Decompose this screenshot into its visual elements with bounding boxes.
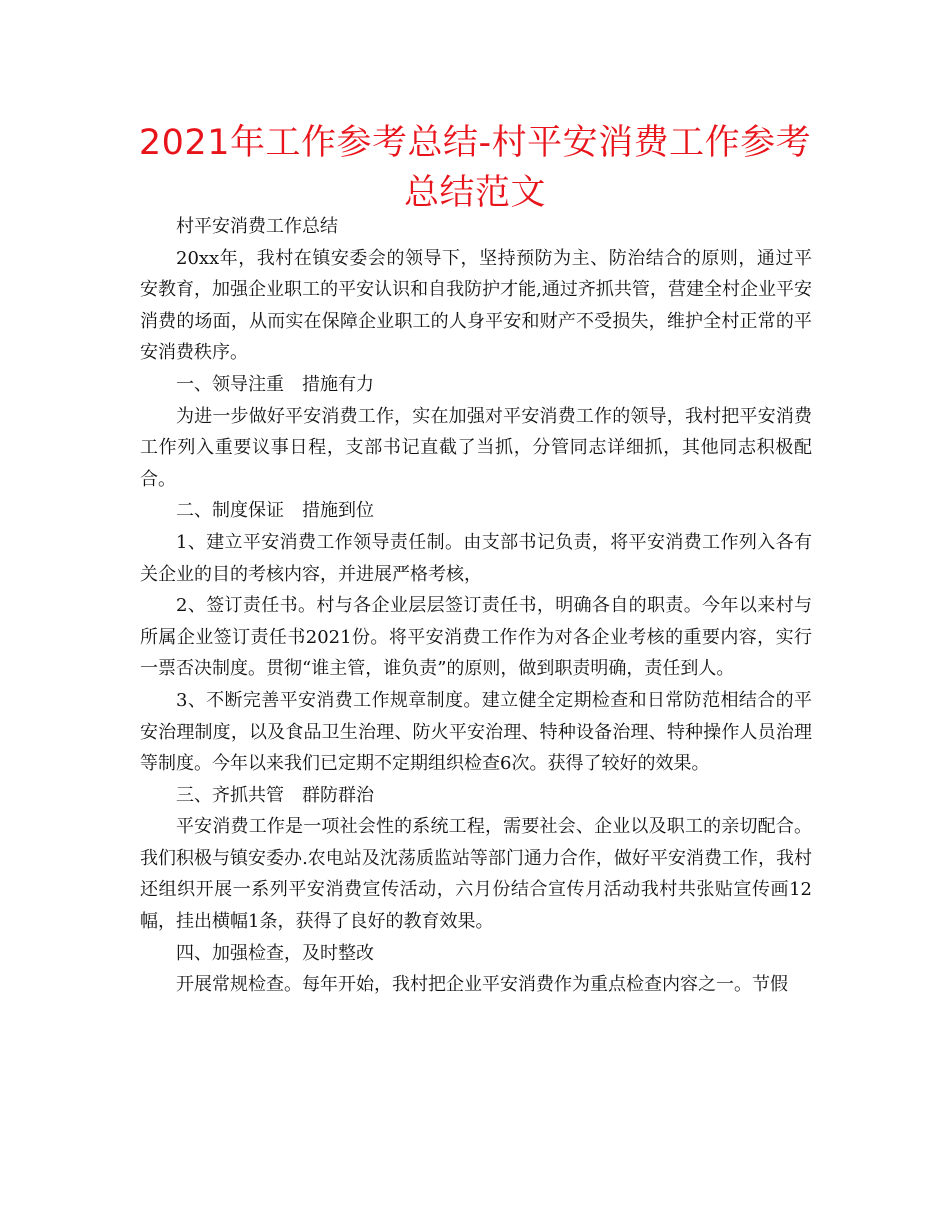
document-body [140,211,812,1001]
section-heading: 二、制度保证 措施到位 [176,500,374,522]
paragraph: 开展常规检查。每年开始，我村把企业平安消费作为重点检查内容之一。节假 [176,974,788,996]
paragraph: 3、不断完善平安消费工作规章制度。建立健全定期检查和日常防范相结合的平安治理制度，以及食品卫生治理、防火平安治理、特种设备治理、特种操作人员治理等制度。今年以来我们已定期不定期组织检查6次。获得了较好的效果。 [140,689,812,775]
paragraph: 1、建立平安消费工作领导责任制。由支部书记负责，将平安消费工作列入各有关企业的目的考核内容，并进展严格考核， [140,531,812,585]
document-title: 2021年工作参考总结-村平安消费工作参考总结范文 [138,123,812,213]
paragraph: 平安消费工作是一项社会性的系统工程，需要社会、企业以及职工的亲切配合。我们积极与镇安委办.农电站及沈荡质监站等部门通力合作，做好平安消费工作，我村还组织开展一系列平安消费宣传活动，六月份结合宣传月活动我村共张贴宣传画12幅，挂出横幅1条，获得了良好的教育效果。 [140,816,812,933]
paragraph: 20xx年，我村在镇安委会的领导下，坚持预防为主、防治结合的原则，通过平安教育，加强企业职工的平安认识和自我防护才能,通过齐抓共管，营建全村企业平安消费的场面，从而实在保障企业职工的人身平安和财产不受损失，维护全村正常的平安消费秩序。 [140,247,812,364]
paragraph-heading: 村平安消费工作总结 [176,216,338,237]
section-heading: 四、加强检查，及时整改 [176,942,374,964]
paragraph: 2、签订责任书。村与各企业层层签订责任书，明确各自的职责。今年以来村与所属企业签订责任书2021份。将平安消费工作作为对各企业考核的重要内容，实行一票否决制度。贯彻“谁主管，谁负责”的原则，做到职责明确，责任到人。 [140,595,812,680]
section-heading: 一、领导注重 措施有力 [176,373,374,395]
section-heading: 三、齐抓共管 群防群治 [176,784,374,806]
paragraph: 为进一步做好平安消费工作，实在加强对平安消费工作的领导，我村把平安消费工作列入重要议事日程，支部书记直截了当抓，分管同志详细抓，其他同志积极配合。 [140,405,812,490]
